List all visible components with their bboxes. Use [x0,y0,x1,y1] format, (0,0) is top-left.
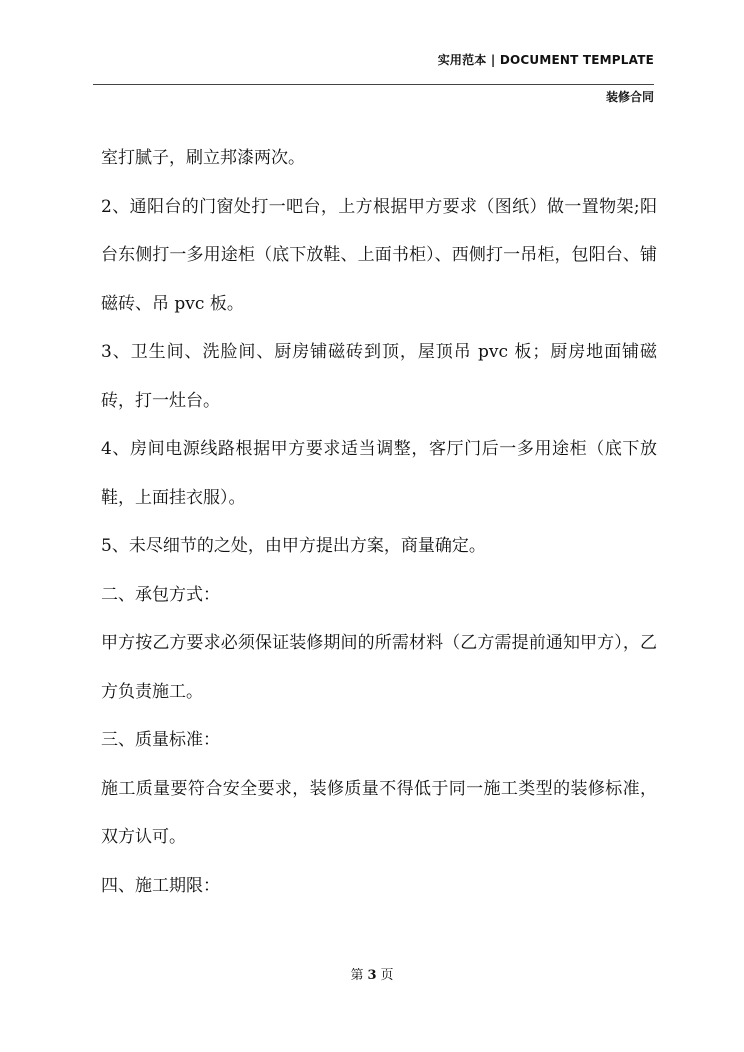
page-header [93,50,654,70]
header-divider [93,84,654,85]
page-footer [0,964,744,983]
paragraph: 室打腻子，刷立邦漆两次。 [101,148,305,168]
paragraph: 3、卫生间、洗脸间、厨房铺磁砖到顶，屋顶吊 pvc 板；厨房地面铺磁砖，打一灶台。 [101,342,657,411]
section-heading: 二、承包方式： [101,584,220,605]
page-number: 3 [367,968,377,983]
paragraph: 2、通阳台的门窗处打一吧台，上方根据甲方要求（图纸）做一置物架;阳台东侧打一多用途柜（底下放鞋、上面书柜）、西侧打一吊柜，包阳台、铺磁砖、吊 pvc 板。 [101,196,657,314]
footer-prefix: 第 [350,968,364,983]
section-heading: 三、质量标准： [101,730,220,750]
section-heading: 四、施工期限： [101,875,220,896]
paragraph: 甲方按乙方要求必须保证装修期间的所需材料（乙方需提前通知甲方），乙方负责施工。 [101,633,657,702]
header-subtitle: 装修合同 [605,90,654,104]
document-body [101,134,657,910]
paragraph: 施工质量要符合安全要求，装修质量不得低于同一施工类型的装修标准，双方认可。 [101,778,657,847]
header-title: 实用范本 | DOCUMENT TEMPLATE [437,53,654,67]
paragraph: 5、未尽细节的之处，由甲方提出方案，商量确定。 [101,536,486,556]
footer-suffix: 页 [380,968,394,983]
paragraph: 4、房间电源线路根据甲方要求适当调整，客厅门后一多用途柜（底下放鞋，上面挂衣服）。 [101,439,657,508]
